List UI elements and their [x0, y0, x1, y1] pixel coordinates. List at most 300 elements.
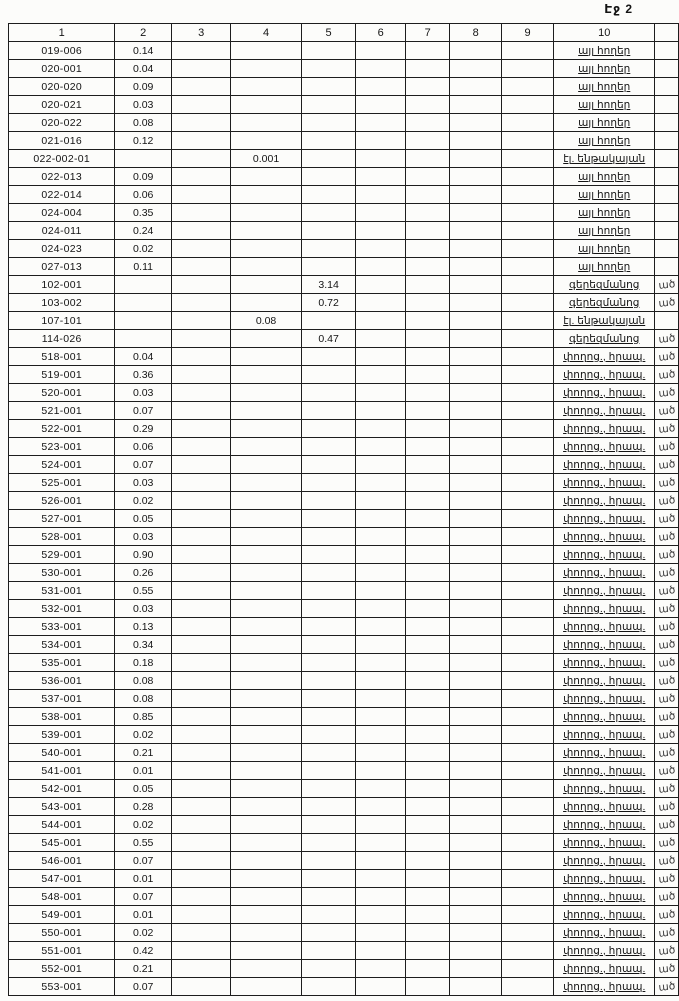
value-cell	[171, 114, 230, 132]
value-cell: 0.29	[115, 420, 172, 438]
value-cell	[171, 726, 230, 744]
value-cell: 0.06	[115, 438, 172, 456]
parcel-code-cell: 537-001	[9, 690, 115, 708]
value-cell	[301, 474, 356, 492]
parcel-code-cell: 020-021	[9, 96, 115, 114]
value-cell	[356, 942, 405, 960]
value-cell	[405, 690, 450, 708]
table-row	[9, 744, 679, 762]
value-cell	[171, 186, 230, 204]
parcel-code-cell: 024-023	[9, 240, 115, 258]
parcel-code-cell: 541-001	[9, 762, 115, 780]
value-cell	[450, 798, 501, 816]
table-row	[9, 168, 679, 186]
table-row	[9, 870, 679, 888]
value-cell	[301, 726, 356, 744]
table-row	[9, 276, 679, 294]
margin-spacer	[654, 22, 679, 42]
value-cell	[450, 978, 501, 996]
margin-mark: ած	[654, 976, 679, 996]
land-type-cell: փողոց., հրապ.	[554, 690, 655, 708]
land-type-cell: փողոց., հրապ.	[554, 744, 655, 762]
margin-mark: ած	[654, 508, 679, 528]
value-cell: 0.03	[115, 384, 172, 402]
value-cell	[405, 762, 450, 780]
value-cell	[356, 132, 405, 150]
value-cell	[171, 906, 230, 924]
land-type-cell: փողոց., հրապ.	[554, 510, 655, 528]
value-cell	[450, 438, 501, 456]
parcel-code-cell: 525-001	[9, 474, 115, 492]
value-cell	[231, 294, 301, 312]
value-cell	[405, 456, 450, 474]
value-cell	[405, 402, 450, 420]
margin-mark: ած	[654, 778, 679, 798]
value-cell	[356, 510, 405, 528]
value-cell	[450, 240, 501, 258]
value-cell	[171, 942, 230, 960]
value-cell	[450, 888, 501, 906]
value-cell: 0.09	[115, 78, 172, 96]
value-cell	[231, 348, 301, 366]
value-cell	[501, 852, 553, 870]
value-cell	[356, 114, 405, 132]
value-cell	[501, 330, 553, 348]
value-cell	[501, 42, 553, 60]
value-cell: 0.03	[115, 96, 172, 114]
column-header: 1	[9, 24, 115, 42]
value-cell: 0.72	[301, 294, 356, 312]
value-cell	[231, 690, 301, 708]
value-cell	[171, 690, 230, 708]
margin-mark: ած	[654, 418, 679, 438]
value-cell	[356, 600, 405, 618]
value-cell	[356, 294, 405, 312]
value-cell	[171, 744, 230, 762]
value-cell	[450, 816, 501, 834]
value-cell	[501, 132, 553, 150]
column-header: 2	[115, 24, 172, 42]
margin-mark	[654, 58, 679, 78]
value-cell	[115, 276, 172, 294]
value-cell: 0.04	[115, 60, 172, 78]
value-cell	[231, 510, 301, 528]
margin-mark	[654, 184, 679, 204]
value-cell	[231, 942, 301, 960]
value-cell	[356, 870, 405, 888]
table-row	[9, 132, 679, 150]
value-cell: 0.04	[115, 348, 172, 366]
value-cell	[356, 780, 405, 798]
value-cell	[450, 600, 501, 618]
value-cell	[450, 348, 501, 366]
value-cell	[405, 42, 450, 60]
value-cell	[405, 384, 450, 402]
margin-mark: ած	[654, 436, 679, 456]
value-cell	[450, 960, 501, 978]
value-cell	[301, 978, 356, 996]
value-cell	[301, 186, 356, 204]
parcel-code-cell: 102-001	[9, 276, 115, 294]
value-cell	[405, 204, 450, 222]
value-cell	[405, 78, 450, 96]
value-cell	[231, 204, 301, 222]
value-cell	[501, 726, 553, 744]
value-cell	[171, 798, 230, 816]
value-cell	[356, 402, 405, 420]
value-cell	[450, 474, 501, 492]
margin-mark	[654, 202, 679, 222]
parcel-code-cell: 535-001	[9, 654, 115, 672]
value-cell	[171, 528, 230, 546]
value-cell	[301, 708, 356, 726]
value-cell	[171, 924, 230, 942]
value-cell	[231, 960, 301, 978]
margin-mark: ած	[654, 742, 679, 762]
table-row	[9, 78, 679, 96]
value-cell: 0.03	[115, 528, 172, 546]
land-type-cell: փողոց., հրապ.	[554, 672, 655, 690]
parcel-code-cell: 531-001	[9, 582, 115, 600]
value-cell	[301, 222, 356, 240]
value-cell: 0.07	[115, 888, 172, 906]
value-cell	[231, 222, 301, 240]
value-cell	[356, 240, 405, 258]
value-cell	[171, 240, 230, 258]
value-cell	[356, 456, 405, 474]
parcel-code-cell: 538-001	[9, 708, 115, 726]
value-cell	[356, 420, 405, 438]
value-cell	[450, 492, 501, 510]
table-row	[9, 222, 679, 240]
margin-mark: ած	[654, 274, 679, 294]
parcel-code-cell: 523-001	[9, 438, 115, 456]
value-cell	[405, 60, 450, 78]
header-row	[9, 24, 679, 42]
value-cell	[405, 852, 450, 870]
parcel-code-cell: 024-004	[9, 204, 115, 222]
land-type-cell: փողոց., հրապ.	[554, 564, 655, 582]
value-cell: 0.47	[301, 330, 356, 348]
table-row	[9, 96, 679, 114]
value-cell	[405, 150, 450, 168]
value-cell	[356, 348, 405, 366]
value-cell: 0.12	[115, 132, 172, 150]
value-cell	[171, 546, 230, 564]
value-cell: 0.01	[115, 906, 172, 924]
margin-mark: ած	[654, 490, 679, 510]
value-cell	[301, 672, 356, 690]
value-cell: 0.05	[115, 780, 172, 798]
value-cell	[171, 456, 230, 474]
value-cell	[405, 294, 450, 312]
value-cell	[301, 798, 356, 816]
value-cell	[450, 294, 501, 312]
value-cell: 0.06	[115, 186, 172, 204]
table-row	[9, 852, 679, 870]
parcel-code-cell: 528-001	[9, 528, 115, 546]
land-type-cell: փողոց., հրապ.	[554, 348, 655, 366]
value-cell	[231, 474, 301, 492]
value-cell	[171, 402, 230, 420]
value-cell	[501, 186, 553, 204]
value-cell	[356, 330, 405, 348]
value-cell	[231, 672, 301, 690]
value-cell: 0.21	[115, 960, 172, 978]
margin-mark: ած	[654, 616, 679, 636]
value-cell	[501, 150, 553, 168]
land-type-cell: այլ հողեր	[554, 186, 655, 204]
value-cell	[450, 834, 501, 852]
value-cell: 0.55	[115, 834, 172, 852]
value-cell	[171, 294, 230, 312]
table-row	[9, 942, 679, 960]
value-cell	[450, 672, 501, 690]
value-cell	[231, 852, 301, 870]
value-cell	[171, 132, 230, 150]
value-cell: 0.08	[115, 672, 172, 690]
value-cell	[450, 654, 501, 672]
table-row	[9, 726, 679, 744]
value-cell	[450, 924, 501, 942]
value-cell	[450, 186, 501, 204]
land-type-cell: փողոց., հրապ.	[554, 888, 655, 906]
value-cell	[450, 744, 501, 762]
value-cell	[231, 564, 301, 582]
value-cell: 0.01	[115, 762, 172, 780]
value-cell	[356, 60, 405, 78]
value-cell: 0.42	[115, 942, 172, 960]
value-cell	[356, 564, 405, 582]
value-cell	[450, 726, 501, 744]
land-type-cell: փողոց., հրապ.	[554, 420, 655, 438]
value-cell	[501, 474, 553, 492]
value-cell	[231, 276, 301, 294]
value-cell	[171, 474, 230, 492]
table-row	[9, 204, 679, 222]
margin-mark: ած	[654, 364, 679, 384]
margin-mark: ած	[654, 580, 679, 600]
value-cell	[405, 276, 450, 294]
margin-mark: ած	[654, 814, 679, 834]
value-cell: 0.55	[115, 582, 172, 600]
value-cell	[501, 870, 553, 888]
value-cell	[301, 96, 356, 114]
value-cell	[501, 888, 553, 906]
value-cell	[231, 42, 301, 60]
table-row	[9, 834, 679, 852]
value-cell	[171, 366, 230, 384]
value-cell	[450, 168, 501, 186]
value-cell: 0.24	[115, 222, 172, 240]
value-cell: 0.09	[115, 168, 172, 186]
value-cell	[231, 456, 301, 474]
value-cell	[231, 708, 301, 726]
value-cell	[501, 960, 553, 978]
value-cell	[450, 204, 501, 222]
value-cell	[231, 78, 301, 96]
value-cell: 0.03	[115, 474, 172, 492]
value-cell	[356, 816, 405, 834]
parcel-code-cell: 547-001	[9, 870, 115, 888]
value-cell	[405, 132, 450, 150]
value-cell	[405, 654, 450, 672]
value-cell	[301, 312, 356, 330]
value-cell	[356, 474, 405, 492]
value-cell	[356, 438, 405, 456]
value-cell	[501, 924, 553, 942]
land-type-cell: փողոց., հրապ.	[554, 816, 655, 834]
value-cell	[450, 582, 501, 600]
value-cell	[501, 258, 553, 276]
value-cell	[450, 222, 501, 240]
margin-mark: ած	[654, 652, 679, 672]
value-cell	[356, 222, 405, 240]
parcel-code-cell: 020-022	[9, 114, 115, 132]
value-cell	[501, 978, 553, 996]
land-type-cell: փողոց., հրապ.	[554, 762, 655, 780]
land-type-cell: փողոց., հրապ.	[554, 618, 655, 636]
parcel-code-cell: 019-006	[9, 42, 115, 60]
value-cell	[450, 114, 501, 132]
value-cell	[356, 888, 405, 906]
value-cell	[501, 816, 553, 834]
value-cell	[450, 60, 501, 78]
value-cell	[450, 708, 501, 726]
margin-mark: ած	[654, 562, 679, 582]
value-cell	[405, 222, 450, 240]
value-cell	[301, 528, 356, 546]
land-type-cell: փողոց., հրապ.	[554, 438, 655, 456]
value-cell	[405, 492, 450, 510]
value-cell	[301, 780, 356, 798]
column-header: 7	[405, 24, 450, 42]
value-cell	[450, 258, 501, 276]
margin-mark	[654, 40, 679, 60]
land-type-cell: փողոց., հրապ.	[554, 726, 655, 744]
value-cell	[450, 42, 501, 60]
value-cell	[171, 330, 230, 348]
value-cell	[450, 330, 501, 348]
table-row	[9, 582, 679, 600]
margin-mark: ած	[654, 724, 679, 744]
value-cell	[171, 420, 230, 438]
land-type-cell: այլ հողեր	[554, 78, 655, 96]
land-type-cell: այլ հողեր	[554, 42, 655, 60]
table-row	[9, 60, 679, 78]
table-row	[9, 690, 679, 708]
value-cell	[405, 546, 450, 564]
land-type-cell: փողոց., հրապ.	[554, 402, 655, 420]
margin-mark: ած	[654, 346, 679, 366]
value-cell	[301, 132, 356, 150]
value-cell	[231, 168, 301, 186]
value-cell	[501, 798, 553, 816]
value-cell	[501, 402, 553, 420]
value-cell	[356, 924, 405, 942]
value-cell	[450, 906, 501, 924]
value-cell	[171, 852, 230, 870]
value-cell: 3.14	[301, 276, 356, 294]
value-cell	[501, 384, 553, 402]
parcel-code-cell: 519-001	[9, 366, 115, 384]
parcel-code-cell: 107-101	[9, 312, 115, 330]
value-cell	[171, 204, 230, 222]
margin-mark: ած	[654, 922, 679, 942]
land-type-cell: այլ հողեր	[554, 114, 655, 132]
value-cell	[501, 420, 553, 438]
table-row	[9, 816, 679, 834]
value-cell	[231, 420, 301, 438]
table-row	[9, 528, 679, 546]
value-cell	[301, 438, 356, 456]
value-cell	[450, 312, 501, 330]
value-cell	[501, 762, 553, 780]
value-cell	[405, 780, 450, 798]
value-cell: 0.85	[115, 708, 172, 726]
value-cell	[450, 564, 501, 582]
value-cell	[301, 510, 356, 528]
value-cell	[501, 618, 553, 636]
table-row	[9, 402, 679, 420]
value-cell	[405, 564, 450, 582]
table-row	[9, 384, 679, 402]
land-type-cell: այլ հողեր	[554, 240, 655, 258]
value-cell	[301, 744, 356, 762]
parcel-code-cell: 518-001	[9, 348, 115, 366]
value-cell	[171, 96, 230, 114]
value-cell: 0.03	[115, 600, 172, 618]
value-cell	[405, 798, 450, 816]
table-row	[9, 420, 679, 438]
value-cell	[231, 744, 301, 762]
land-type-cell: փողոց., հրապ.	[554, 870, 655, 888]
table-row	[9, 438, 679, 456]
land-type-cell: փողոց., հրապ.	[554, 906, 655, 924]
margin-mark	[654, 94, 679, 114]
land-type-cell: փողոց., հրապ.	[554, 474, 655, 492]
value-cell	[231, 636, 301, 654]
value-cell	[450, 276, 501, 294]
value-cell	[405, 726, 450, 744]
value-cell: 0.02	[115, 726, 172, 744]
value-cell	[405, 978, 450, 996]
value-cell	[171, 312, 230, 330]
value-cell	[301, 618, 356, 636]
value-cell	[301, 168, 356, 186]
value-cell	[301, 240, 356, 258]
value-cell	[171, 492, 230, 510]
land-type-cell: գերեզմանոց	[554, 294, 655, 312]
value-cell	[450, 636, 501, 654]
value-cell	[405, 510, 450, 528]
land-type-cell: փողոց., հրապ.	[554, 582, 655, 600]
land-parcel-table	[8, 23, 679, 996]
value-cell	[301, 402, 356, 420]
value-cell: 0.34	[115, 636, 172, 654]
table-row	[9, 600, 679, 618]
value-cell	[171, 582, 230, 600]
parcel-code-cell: 552-001	[9, 960, 115, 978]
value-cell: 0.07	[115, 456, 172, 474]
value-cell	[301, 42, 356, 60]
value-cell: 0.07	[115, 978, 172, 996]
value-cell	[501, 114, 553, 132]
parcel-code-cell: 114-026	[9, 330, 115, 348]
land-type-cell: այլ հողեր	[554, 132, 655, 150]
parcel-code-cell: 022-014	[9, 186, 115, 204]
land-type-cell: էլ. ենթակայան	[554, 150, 655, 168]
